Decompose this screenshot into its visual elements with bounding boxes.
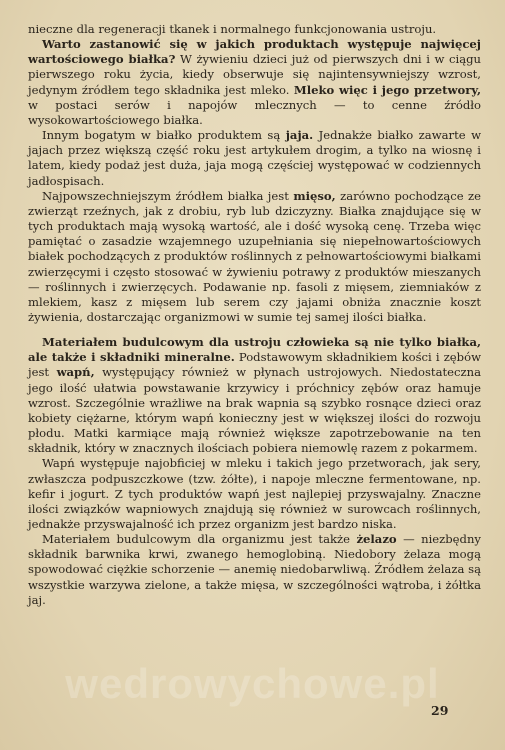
paragraph-5-bold-1: Materiałem budulcowym dla ustroju człowieka są nie tylko białka, ale także i składniki mineralne. [28,335,481,365]
paragraph-7-text-1: Materiałem budulcowym dla organizmu jest także [42,532,357,547]
paragraph-3 [28,128,481,189]
paragraph-1-text: nieczne dla regeneracji tkanek i normalnego funkcjonowania ustroju. [28,22,437,36]
paragraph-5-text-1: Podstawowym składnikiem kości i zębów jest [28,350,481,380]
paragraph-5-text-2: występujący również w płynach ustrojowych. Niedostateczna jego ilość ułatwia powstawanie krzywicy i próchnicy zębów oraz hamuje wzrost. Szczególnie wrażliwe na brak wapnia są szybko rosnące dzieci oraz kobiety ciężarne, którym wapń konieczny jest w większej ilości do rozwoju płodu. Matki karmiące mają również większe zapotrzebowanie na ten składnik, który w znacznych ilościach pobiera niemowlę razem z pokarmem. [28,365,481,456]
paragraph-7-bold-1: żelazo [356,532,397,547]
paragraph-4-text-2: zarówno pochodzące ze zwierząt rzeźnych, jak z drobiu, ryb lub dziczyzny. Białka znajdujące się w tych produktach mają wysoką wartość, ale i dość wysoką cenę. Trzeba więc pamiętać o zasadzie wzajemnego uzupełniania się niepełnowartościowych białek pochodzących z produktów roślinnych z pełnowartościowymi białkami zwierzęcymi i często stosować w żywieniu potrawy z produktów mieszanych — roślinnych i zwierzęcych. Podawanie np. fasoli z mięsem, ziemniaków z mlekiem, kasz z mięsem lub serem czy jajami obniża znacznie koszt żywienia, dostarczając organizmowi w sumie tej samej ilości białka. [28,188,481,324]
paragraph-5 [28,335,481,456]
watermark: wedrowychowe.pl [65,660,440,707]
paragraph-3-text-1: Innym bogatym w białko produktem są [42,128,286,143]
paragraph-4-bold-1: mięso, [293,188,336,203]
paragraph-2-bold-2: Mleko więc i jego przetwory, [293,82,481,97]
paragraph-6-text: Wapń występuje najobficiej w mleku i takich jego przetworach, jak sery, zwłaszcza podpuszczkowe (tzw. żółte), i napoje mleczne fermentowane, np. kefir i jogurt. Z tych produktów wapń jest najlepiej przyswajalny. Znaczne ilości związków wapniowych znajdują się również w surowcach roślinnych, jednakże przyswajalność ich przez organizm jest bardzo niska. [28,456,481,531]
paragraph-2-text-2: w postaci serów i napojów mlecznych — to cenne źródło wysokowartościowego białka. [28,97,481,127]
paragraph-4-text-1: Najpowszechniejszym źródłem białka jest [42,188,294,203]
paragraph-3-bold-1: jaja. [285,128,314,143]
paragraph-1 [28,22,481,37]
paragraph-5-bold-2: wapń, [56,365,95,380]
paragraph-3-text-2: Jednakże białko zawarte w jajach przez większą część roku jest artykułem drogim, a tylko na wiosnę i latem, kiedy podaż jest duża, jaja mogą częściej występować w codziennych jadłospisach. [28,128,481,188]
paragraph-7 [28,532,481,608]
paragraph-2-bold-1: Warto zastanowić się w jakich produktach występuje najwięcej wartościowego białka? [28,37,481,67]
page-number: 29 [431,703,449,718]
paragraph-2 [28,37,481,128]
paragraph-6 [28,456,481,532]
body-text [28,22,481,608]
paragraph-4 [28,189,481,325]
paragraph-2-text-1: W żywieniu dzieci już od pierwszych dni i w ciągu pierwszego roku życia, kiedy obserwuje się najintensywniejszy wzrost, jedynym źródłem tego składnika jest mleko. [28,52,481,97]
paragraph-7-text-2: — niezbędny składnik barwnika krwi, zwanego hemoglobiną. Niedobory żelaza mogą spowodować ciężkie schorzenie — anemię niedobarwliwą. Źródłem żelaza są wszystkie warzywa zielone, a także mięsa, w szczególności wątroba, i żółtka jaj. [28,532,481,607]
